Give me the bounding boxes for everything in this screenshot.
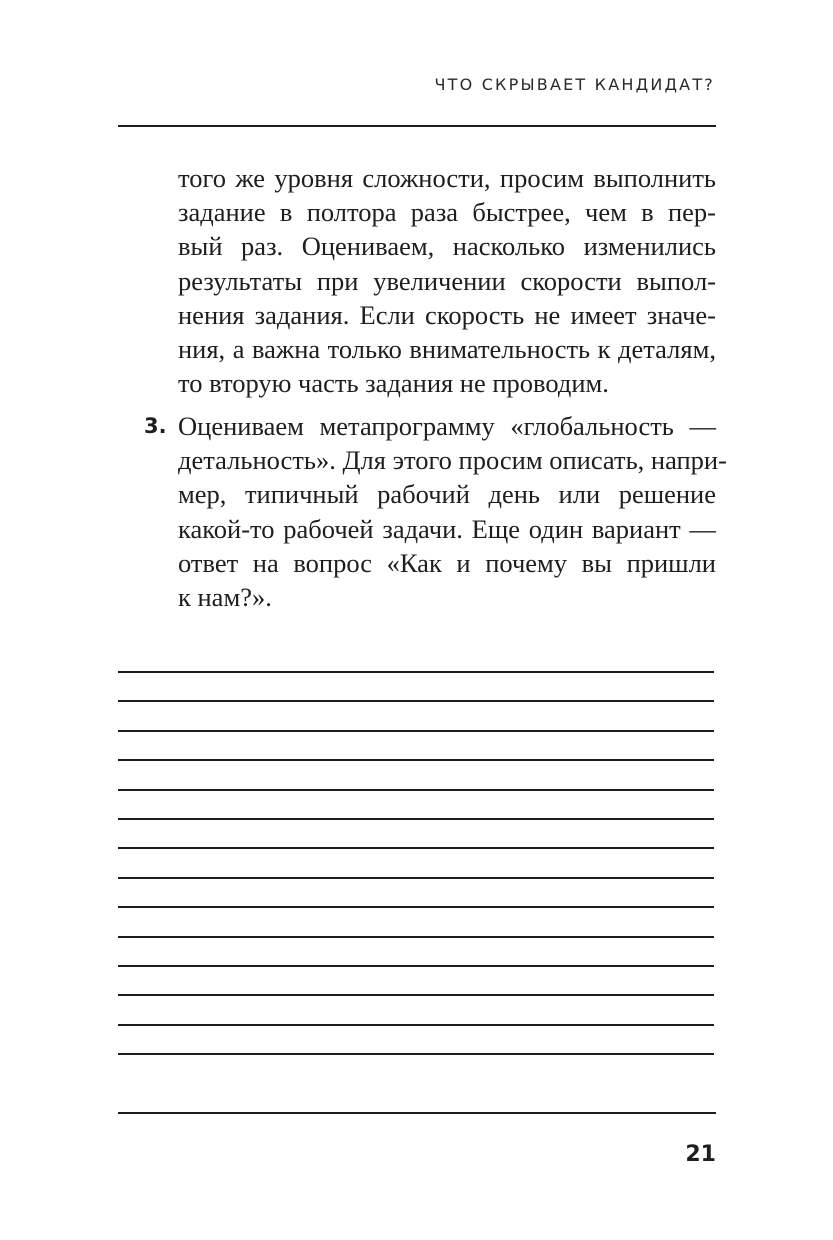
notes-line[interactable]	[118, 818, 716, 820]
notes-lines	[118, 671, 716, 1082]
running-head-title: ЧТО СКРЫВАЕТ КАНДИДАТ?	[434, 75, 715, 94]
notes-line[interactable]	[118, 994, 716, 996]
paragraph-line: детальность». Для этого просим описать, напри-	[178, 445, 727, 476]
notes-line[interactable]	[118, 671, 716, 673]
notes-line[interactable]	[118, 700, 716, 702]
notes-line[interactable]	[118, 965, 716, 967]
paragraph-line: того же уровня сложности, просим выполнить	[178, 163, 716, 193]
page-number: 21	[685, 1142, 716, 1167]
paragraph-line: мер, типичный рабочий день или решение	[178, 479, 716, 510]
paragraph-line: ответ на вопрос «Как и почему вы пришли	[178, 547, 716, 578]
paragraph-line: ния, а важна только внимательность к деталям,	[178, 333, 716, 364]
notes-line[interactable]	[118, 877, 716, 879]
paragraph-line: вый раз. Оцениваем, насколько изменились	[178, 231, 716, 262]
notes-line[interactable]	[118, 789, 716, 791]
notes-line[interactable]	[118, 730, 716, 732]
paragraph-line: к нам?».	[178, 581, 272, 612]
paragraph-line: результаты при увеличении скорости выпол-	[178, 265, 716, 296]
notes-line[interactable]	[118, 1053, 716, 1055]
continued-paragraph	[178, 161, 716, 400]
paragraph-line: Оцениваем метапрограмму «глобальность —	[178, 411, 716, 441]
notes-line[interactable]	[118, 1024, 716, 1026]
footer-rule	[118, 1112, 716, 1114]
list-item-number: 3.	[144, 414, 167, 438]
notes-line[interactable]	[118, 906, 716, 908]
notes-line[interactable]	[118, 936, 716, 938]
notes-line[interactable]	[118, 759, 716, 761]
paragraph-line: нения задания. Если скорость не имеет значе-	[178, 299, 716, 330]
list-item-text	[178, 409, 727, 614]
paragraph-line: то вторую часть задания не проводим.	[178, 368, 609, 399]
paragraph-line: какой-то рабочей задачи. Еще один вариант —	[178, 513, 716, 544]
notes-line[interactable]	[118, 847, 716, 849]
header-rule	[118, 125, 716, 127]
paragraph-line: задание в полтора раза быстрее, чем в пер-	[178, 197, 716, 228]
